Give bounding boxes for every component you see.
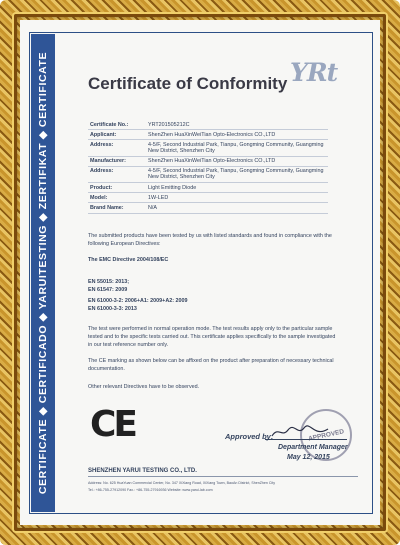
info-label: Product: [88,182,146,192]
info-row [88,156,328,166]
certificate-title: Certificate of Conformity [88,74,288,93]
standard-line: EN 61000-3-2: 2006+A1: 2009+A2: 2009 [88,298,188,304]
signatory-role: Department Manager [278,444,348,451]
info-row [88,166,328,182]
info-row [88,182,328,192]
info-label: Manufacturer: [88,156,146,166]
info-label: Address: [88,140,146,156]
issuer-address: Address: No. 625 HuaYuan Commercial Center, No. 347 XiXiang Road, XiXiang Town, BaoAn District, ShenZhen City [88,481,276,485]
info-label: Address: [88,166,146,182]
directive-text: The EMC Directive 2004/108/EC [88,257,169,263]
certificate-paper [20,20,380,525]
ce-note: The CE marking as shown below can be affixed on the product after preparation of necessary technical documentation. [88,358,334,372]
signature-line [265,439,347,440]
info-value: YRT201505212C [146,120,328,130]
info-row [88,203,328,213]
info-row [88,130,328,140]
signature-image [270,424,330,440]
test-note: The test were performed in normal operation mode. The test results apply only to the particular sample tested and to the specific tests carried out. This certificate applies specifically to the sample investigated in our test reference number only. [88,326,336,348]
info-row [88,193,328,203]
info-label: Model: [88,193,146,203]
side-band-text: CERTIFICATE ◆ CERTIFICADO ◆ YARUITESTING ◆ ZERTIFIKAT ◆ CERTIFICATE [37,51,49,495]
issue-date: May 12, 2015 [287,454,330,461]
info-value: N/A [146,203,328,213]
info-row [88,140,328,156]
standard-line: EN 61000-3-3: 2013 [88,306,137,312]
side-band [31,34,55,512]
issuer-company: SHENZHEN YARUI TESTING CO., LTD. [88,468,197,474]
approved-by-label: Approved by: [225,432,274,441]
ce-mark: CE [90,404,136,445]
standard-line: EN 61547: 2009 [88,287,128,293]
issuer-contact: Tel.: +86-755-27912090 Fax.: +86-755-27916936 Website: www.yarui-lab.com [88,488,213,492]
info-label: Applicant: [88,130,146,140]
info-label: Certificate No.: [88,120,146,130]
info-row [88,120,328,130]
stamp-text: APPROVED [307,427,345,443]
certificate-content [60,34,368,512]
standard-line: EN 55015: 2013; [88,279,130,285]
intro-text: The submitted products have been tested by us with listed standards and found in compliance with the following European Directives: [88,233,332,247]
yrt-logo: YRt [290,58,338,87]
certificate-info-table [88,120,328,214]
info-value: 1W-LED [146,193,328,203]
info-label: Brand Name: [88,203,146,213]
info-value: 4-5/F, Second Industrial Park, Tianpu, Gongming Community, Guangming New District, Shenzhen City [146,140,328,156]
info-value: ShenZhen HuaXinWeiTian Opto-Electronics CO.,LTD [146,130,328,140]
info-value: ShenZhen HuaXinWeiTian Opto-Electronics CO.,LTD [146,156,328,166]
info-value: Light Emitting Diode [146,182,328,192]
info-value: 4-5/F, Second Industrial Park, Tianpu, Gongming Community, Guangming New District, Shenzhen City [146,166,328,182]
footer-divider [88,476,358,477]
other-directives-note: Other relevant Directives have to be observed. [88,384,200,390]
